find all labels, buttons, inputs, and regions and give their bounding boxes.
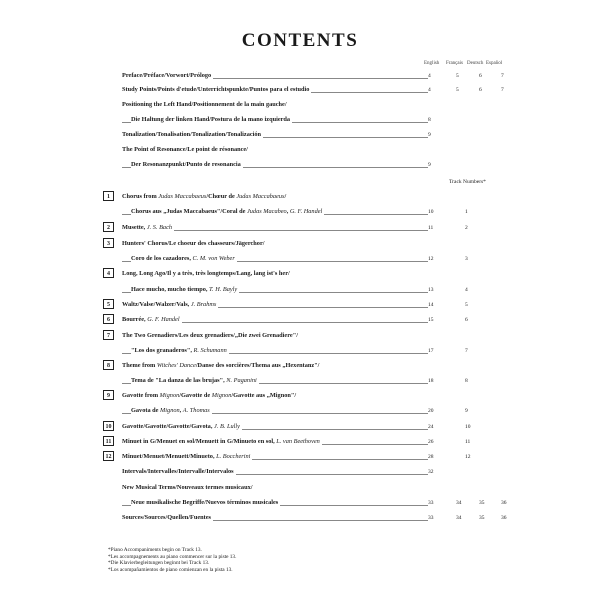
entry-title: Tema de "La danza de las brujas", N. Paganini <box>131 375 259 387</box>
piece-number-box: 1 <box>103 191 114 201</box>
piece-number-box: 2 <box>103 222 114 232</box>
composer: T. H. Bayly <box>209 286 238 293</box>
entry-title: Minuet/Menuet/Menuett/Minueto, L. Boccherini <box>122 451 252 463</box>
composer: C. M. von Weber <box>192 255 235 262</box>
language-header-german: Deutsch <box>467 61 484 66</box>
page-english: 4 <box>428 87 431 93</box>
entry-title: Tonalization/Tonalisation/Tonalization/Tonalización <box>122 129 263 141</box>
toc-entry-piece-7-cont[interactable] <box>122 345 502 357</box>
page-number: 13 <box>428 287 434 293</box>
footnote-french: *Les accompagnements au piano commencer sur la piste 13. <box>108 553 237 560</box>
toc-entry-piece-11[interactable] <box>122 436 502 448</box>
toc-entry-piece-1-cont[interactable] <box>122 206 502 218</box>
entry-title: Positioning the Left Hand/Positionnement de la main gauche/ <box>122 101 287 108</box>
toc-entry-piece-10[interactable] <box>122 421 502 433</box>
piece-number-box: 5 <box>103 299 114 309</box>
entry-title: Preface/Préface/Vorwort/Prólogo <box>122 70 213 82</box>
page-german: 35 <box>479 500 485 506</box>
track-number: 8 <box>465 378 468 384</box>
toc-entry-left-hand-cont[interactable] <box>122 114 502 126</box>
composer: R. Schumann <box>193 347 227 354</box>
track-numbers-header: Track Numbers* <box>449 179 486 185</box>
page-spanish: 7 <box>501 73 504 79</box>
track-number: 7 <box>465 348 468 354</box>
page-french: 5 <box>456 87 459 93</box>
toc-entry-study-points[interactable] <box>122 84 502 96</box>
page-number: 26 <box>428 439 434 445</box>
entry-title: Gavota de Mignon, A. Thomas <box>131 405 212 417</box>
language-header-french: Français <box>446 61 463 66</box>
page-number: 17 <box>428 348 434 354</box>
track-number: 6 <box>465 317 468 323</box>
page-german: 35 <box>479 515 485 521</box>
page-german: 6 <box>479 73 482 79</box>
piece-number-box: 7 <box>103 330 114 340</box>
page-english: 9 <box>428 132 431 138</box>
page-spanish: 7 <box>501 87 504 93</box>
toc-entry-piece-5[interactable] <box>122 299 502 311</box>
toc-entry-piece-8-cont[interactable] <box>122 375 502 387</box>
composer: L. van Beethoven <box>276 438 320 445</box>
page-german: 6 <box>479 87 482 93</box>
footnote-spanish: *Los acompañamientos de piano comienzan en la pista 13. <box>108 566 233 573</box>
composer: G. F. Handel <box>289 208 323 215</box>
entry-title: Die Haltung der linken Hand/Postura de la mano izquierda <box>131 114 292 126</box>
track-number: 10 <box>465 424 471 430</box>
track-number: 5 <box>465 302 468 308</box>
toc-entry-piece-4-cont[interactable] <box>122 284 502 296</box>
page-french: 34 <box>456 500 462 506</box>
toc-entry-new-terms[interactable] <box>122 482 502 494</box>
toc-entry-piece-7[interactable] <box>122 330 502 342</box>
page-english: 4 <box>428 73 431 79</box>
toc-entry-piece-4[interactable] <box>122 268 502 280</box>
page-number: 28 <box>428 454 434 460</box>
composer: G. F. Handel <box>147 316 180 323</box>
footnote-german: *Die Klavierbegleitungen beginnt bei Track 13. <box>108 560 210 566</box>
toc-entry-tonalization[interactable] <box>122 129 502 141</box>
page-number: 12 <box>428 256 434 262</box>
entry-title: "Los dos granaderos", R. Schumann <box>131 345 229 357</box>
entry-title: New Musical Terms/Nouveaux termes musicaux/ <box>122 484 253 491</box>
piece-number-box: 9 <box>103 390 114 400</box>
toc-entry-left-hand[interactable] <box>122 99 502 111</box>
toc-entry-resonance[interactable] <box>122 144 502 156</box>
language-header-english: English <box>424 61 440 66</box>
entry-title: Gavotte from Mignon/Gavotte de Mignon/Gavotte aus „Mignon"/ <box>122 392 297 399</box>
toc-entry-piece-6[interactable] <box>122 314 502 326</box>
toc-entry-piece-9-cont[interactable] <box>122 405 502 417</box>
track-number: 11 <box>465 439 471 445</box>
page-english: 33 <box>428 500 434 506</box>
track-number: 4 <box>465 287 468 293</box>
track-number: 1 <box>465 209 468 215</box>
entry-title: Der Resonanzpunkt/Punto de resonancia <box>131 159 243 171</box>
page-number: 24 <box>428 424 434 430</box>
entry-title: Neue musikalische Begriffe/Nuevos términos musicales <box>131 497 280 509</box>
entry-title: Minuet in G/Menuet en sol/Menuett in G/Minueto en sol, L. van Beethoven <box>122 436 322 448</box>
toc-entry-piece-8[interactable] <box>122 360 502 372</box>
page-french: 5 <box>456 73 459 79</box>
track-number: 2 <box>465 225 468 231</box>
footnote-english: *Piano Accompaniments begin on Track 13. <box>108 547 202 553</box>
page-number: 20 <box>428 408 434 414</box>
track-number: 9 <box>465 408 468 414</box>
entry-title: Study Points/Points d'etude/Unterrichtspunkte/Puntos para el estudio <box>122 84 311 96</box>
page-english: 8 <box>428 117 431 123</box>
entry-title: Chorus aus „Judas Maccabaeus"/Coral de Judas Macabeo, G. F. Handel <box>131 206 324 218</box>
composer: J. B. Lully <box>214 423 240 430</box>
entry-title: Sources/Sources/Quellen/Fuentes <box>122 512 213 524</box>
entry-title: The Two Grenadiers/Les deux grenadiers/„Die zwei Grenadiere"/ <box>122 332 298 339</box>
page-number: 14 <box>428 302 434 308</box>
page-number: 11 <box>428 225 434 231</box>
language-header-spanish: Español <box>486 61 503 66</box>
entry-title: The Point of Resonance/Le point de résonance/ <box>122 146 248 153</box>
entry-title: Long, Long Ago/Il y a très, très longtemps/Lang, lang ist's her/ <box>122 270 290 277</box>
page-french: 34 <box>456 515 462 521</box>
page-number: 15 <box>428 317 434 323</box>
piece-number-box: 4 <box>103 268 114 278</box>
page-spanish: 36 <box>501 515 507 521</box>
toc-entry-piece-2[interactable] <box>122 222 502 234</box>
toc-entry-piece-9[interactable] <box>122 390 502 402</box>
toc-entry-piece-3-cont[interactable] <box>122 253 502 265</box>
page-number: 18 <box>428 378 434 384</box>
composer: L. Boccherini <box>216 453 251 460</box>
composer: N. Paganini <box>226 377 257 384</box>
piece-number-box: 10 <box>103 421 114 431</box>
composer: J. Brahms <box>190 301 217 308</box>
toc-entry-piece-12[interactable] <box>122 451 502 463</box>
toc-entry-intervals[interactable] <box>122 466 502 478</box>
footnotes <box>108 547 236 573</box>
piece-number-box: 11 <box>103 436 114 446</box>
entry-title: Hace mucho, mucho tiempo, T. H. Bayly <box>131 284 239 296</box>
toc-entry-sources[interactable] <box>122 512 507 524</box>
piece-number-box: 3 <box>103 238 114 248</box>
toc-entry-new-terms-cont[interactable] <box>122 497 507 509</box>
track-number: 3 <box>465 256 468 262</box>
toc-entry-piece-3[interactable] <box>122 238 502 250</box>
toc-entry-preface[interactable] <box>122 70 502 82</box>
entry-title: Theme from Witches' Dance/Danse des sorcières/Thema aus „Hexentanz"/ <box>122 362 320 369</box>
piece-number-box: 8 <box>103 360 114 370</box>
toc-entry-resonance-cont[interactable] <box>122 159 502 171</box>
page-english: 32 <box>428 469 434 475</box>
composer: A. Thomas <box>182 407 210 414</box>
piece-number-box: 12 <box>103 451 114 461</box>
composer: J. S. Bach <box>146 224 173 231</box>
toc-entry-piece-1[interactable] <box>122 191 502 203</box>
page-english: 33 <box>428 515 434 521</box>
page-spanish: 36 <box>501 500 507 506</box>
page-number: 10 <box>428 209 434 215</box>
entry-title: Hunters' Chorus/Le choeur des chasseurs/Jägerchor/ <box>122 240 265 247</box>
entry-title: Musette, J. S. Bach <box>122 222 174 234</box>
page-english: 9 <box>428 162 431 168</box>
entry-title: Chorus from Judas Maccabaeus/Chœur de Judas Maccabaeus/ <box>122 193 287 200</box>
entry-title: Waltz/Valse/Walzer/Vals, J. Brahms <box>122 299 218 311</box>
entry-title: Coro de los cazadores, C. M. von Weber <box>131 253 237 265</box>
track-number: 12 <box>465 454 471 460</box>
entry-title: Gavotte/Gavotte/Gavotte/Gavota, J. B. Lully <box>122 421 242 433</box>
entry-title: Bourrée, G. F. Handel <box>122 314 182 326</box>
piece-number-box: 6 <box>103 314 114 324</box>
page-title: CONTENTS <box>241 30 359 51</box>
entry-title: Intervals/Intervalles/Intervalle/Intervalos <box>122 466 236 478</box>
